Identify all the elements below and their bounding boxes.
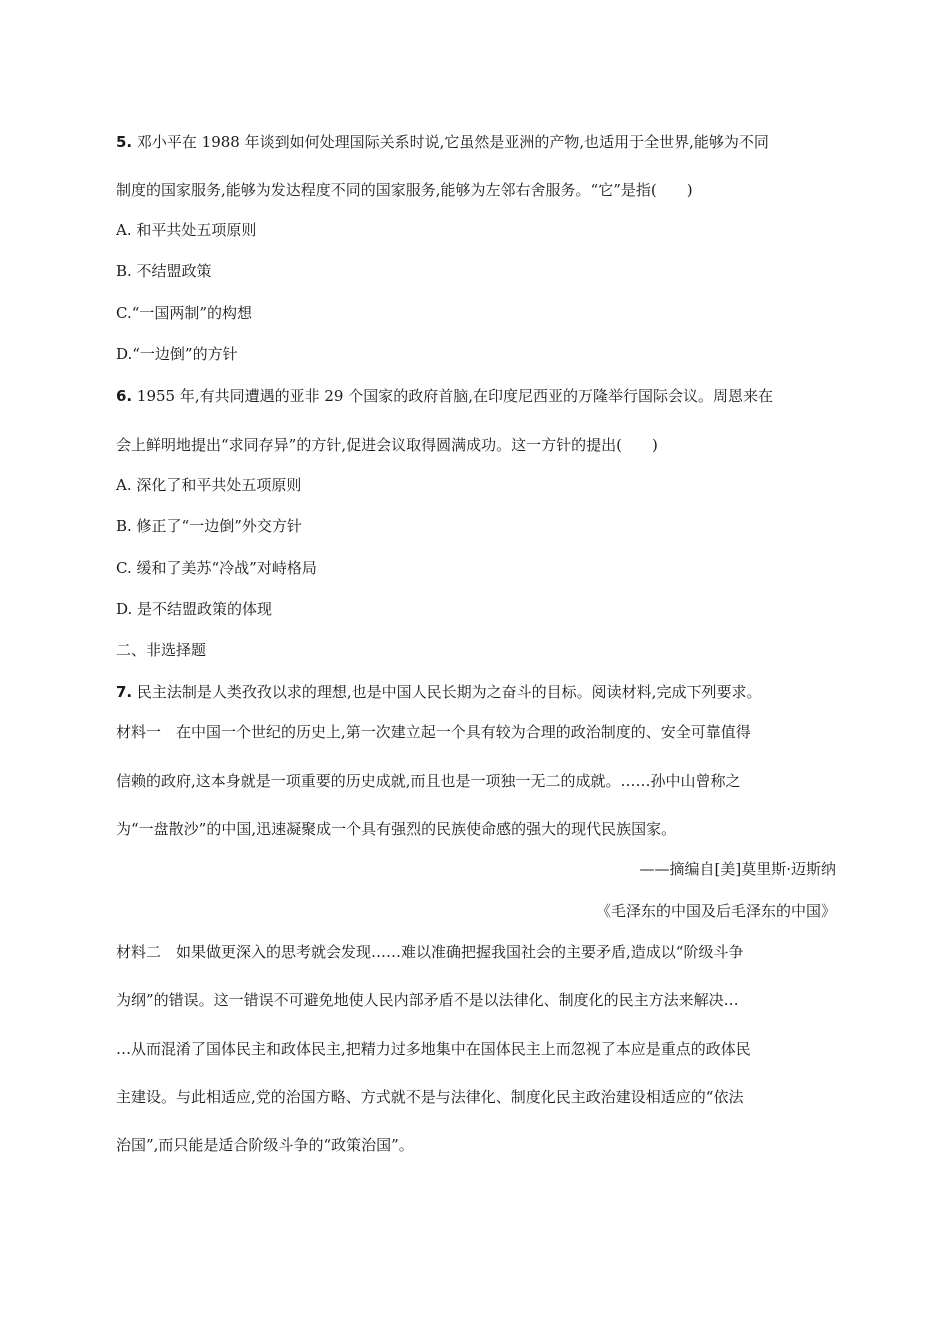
q6-option-d: D. 是不结盟政策的体现 <box>116 600 273 618</box>
q6-number: 6. <box>116 387 133 405</box>
q7-number: 7. <box>116 683 133 701</box>
q7-material1-source-author: ——摘编自[美]莫里斯·迈斯纳 <box>639 860 836 878</box>
q6-stem-line1 <box>116 386 773 406</box>
q6-stem-line2: 会上鲜明地提出“求同存异”的方针,促进会议取得圆满成功。这一方针的提出( ) <box>116 436 658 454</box>
q5-option-b: B. 不结盟政策 <box>116 262 212 280</box>
q7-material1-line2: 信赖的政府,这本身就是一项重要的历史成就,而且也是一项独一无二的成就。……孙中山曾称之 <box>116 772 741 790</box>
q5-number: 5. <box>116 133 133 151</box>
q5-option-d: D.“一边倒”的方针 <box>116 345 238 363</box>
q7-material1-line1: 材料一 在中国一个世纪的历史上,第一次建立起一个具有较为合理的政治制度的、安全可靠值得 <box>116 723 751 741</box>
q5-stem-line2: 制度的国家服务,能够为发达程度不同的国家服务,能够为左邻右舍服务。“它”是指( ) <box>116 181 693 199</box>
q6-stem-text1: 1955 年,有共同遭遇的亚非 29 个国家的政府首脑,在印度尼西亚的万隆举行国际会议。周恩来在 <box>132 387 774 405</box>
q7-material2-line4: 主建设。与此相适应,党的治国方略、方式就不是与法律化、制度化民主政治建设相适应的“依法 <box>116 1088 744 1106</box>
q6-option-b: B. 修正了“一边倒”外交方针 <box>116 517 302 535</box>
q7-stem <box>116 682 761 702</box>
q5-stem-text1: 邓小平在 1988 年谈到如何处理国际关系时说,它虽然是亚洲的产物,也适用于全世界,能够为不同 <box>132 133 769 151</box>
q5-option-a: A. 和平共处五项原则 <box>116 221 257 239</box>
q6-option-c: C. 缓和了美苏“冷战”对峙格局 <box>116 559 317 577</box>
q5-stem-line1 <box>116 132 769 152</box>
q7-material2-line2: 为纲”的错误。这一错误不可避免地使人民内部矛盾不是以法律化、制度化的民主方法来解决… <box>116 991 739 1009</box>
q5-option-c: C.“一国两制”的构想 <box>116 304 253 322</box>
q7-material2-line5: 治国”,而只能是适合阶级斗争的“政策治国”。 <box>116 1136 414 1154</box>
q6-option-a: A. 深化了和平共处五项原则 <box>116 476 302 494</box>
q7-material1-line3: 为“一盘散沙”的中国,迅速凝聚成一个具有强烈的民族使命感的强大的现代民族国家。 <box>116 820 677 838</box>
q7-material1-source-title: 《毛泽东的中国及后毛泽东的中国》 <box>595 902 836 920</box>
q7-material2-line3: …从而混淆了国体民主和政体民主,把精力过多地集中在国体民主上而忽视了本应是重点的政体民 <box>116 1040 751 1058</box>
section-heading: 二、非选择题 <box>116 641 207 659</box>
q7-material2-line1: 材料二 如果做更深入的思考就会发现……难以准确把握我国社会的主要矛盾,造成以“阶级斗争 <box>116 943 744 961</box>
q7-stem-text: 民主法制是人类孜孜以求的理想,也是中国人民长期为之奋斗的目标。阅读材料,完成下列要求。 <box>132 683 762 701</box>
